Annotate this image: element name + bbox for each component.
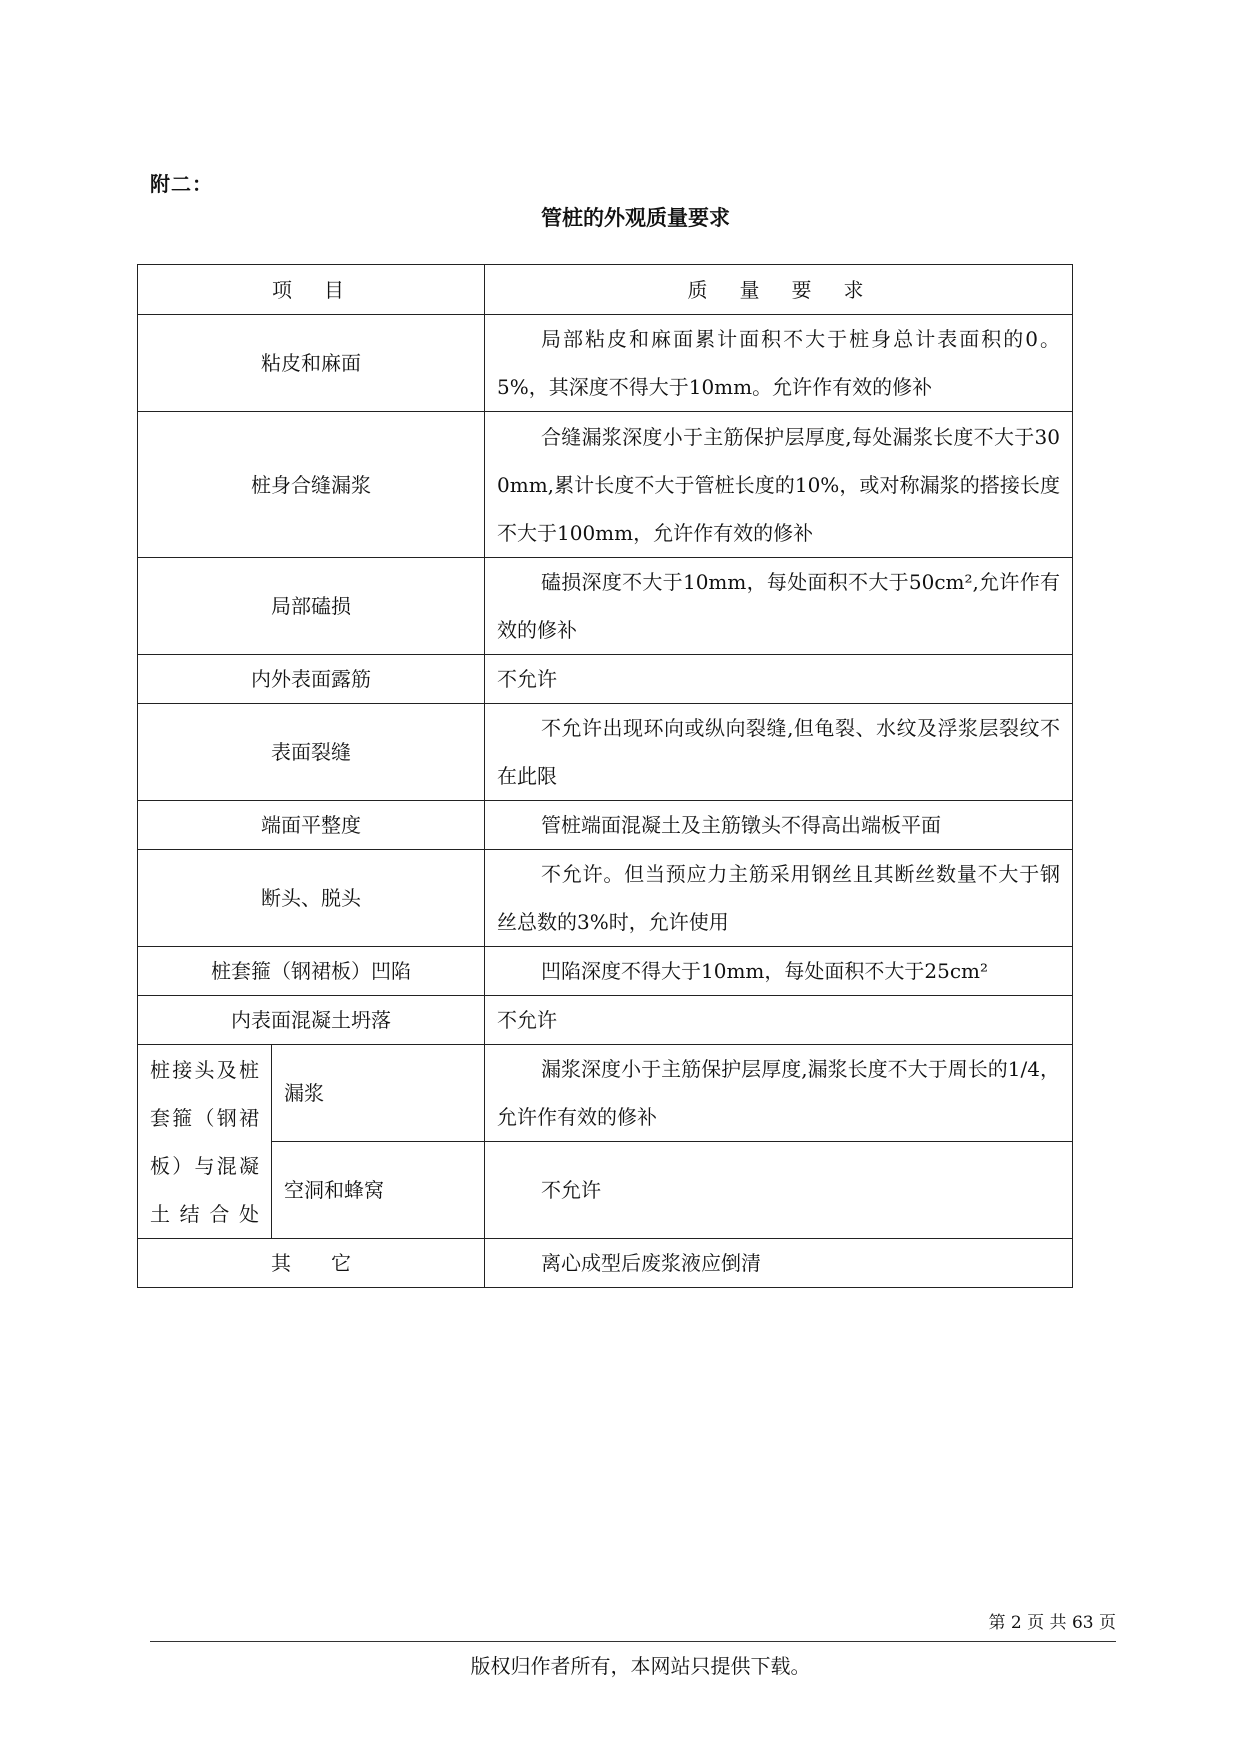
table-row xyxy=(138,1142,1073,1239)
requirement-text: 管桩端面混凝土及主筋镦头不得高出端板平面 xyxy=(541,813,941,837)
row-requirement xyxy=(485,1239,1073,1288)
table-row xyxy=(138,801,1073,850)
table-row xyxy=(138,1045,1073,1142)
row-requirement: 不允许 xyxy=(485,996,1073,1045)
row-item: 桩身合缝漏浆 xyxy=(138,412,485,558)
table-row xyxy=(138,850,1073,947)
header-requirement: 质 量 要 求 xyxy=(485,265,1073,315)
table-row xyxy=(138,412,1073,558)
row-item: 表面裂缝 xyxy=(138,704,485,801)
group-label: 桩接头及桩套箍（钢裙板）与混凝土结合处 xyxy=(138,1045,272,1239)
table-row xyxy=(138,996,1073,1045)
row-item: 桩套箍（钢裙板）凹陷 xyxy=(138,947,485,996)
row-item: 粘皮和麻面 xyxy=(138,315,485,412)
table-row xyxy=(138,315,1073,412)
copyright-notice: 版权归作者所有，本网站只提供下载。 xyxy=(470,1654,811,1678)
requirement-text: 漏浆深度小于主筋保护层厚度,漏浆长度不大于周长的1/4，允许作有效的修补 xyxy=(497,1057,1060,1129)
page-number: 第 2 页 共 63 页 xyxy=(988,1613,1116,1633)
requirement-text: 不允许 xyxy=(541,1178,601,1202)
requirement-text: 合缝漏浆深度小于主筋保护层厚度,每处漏浆长度不大于300mm,累计长度不大于管桩长度的10%，或对称漏浆的搭接长度不大于100mm，允许作有效的修补 xyxy=(497,424,1060,545)
sub-row-item: 漏浆 xyxy=(272,1045,485,1142)
requirement-text: 局部粘皮和麻面累计面积不大于桩身总计表面积的0。5%，其深度不得大于10mm。允许作有效的修补 xyxy=(497,327,1060,399)
table-row xyxy=(138,704,1073,801)
row-requirement xyxy=(485,704,1073,801)
row-item: 内表面混凝土坍落 xyxy=(138,996,485,1045)
row-requirement xyxy=(485,801,1073,850)
row-requirement xyxy=(485,412,1073,558)
row-requirement xyxy=(485,1045,1073,1142)
quality-requirements-table xyxy=(137,264,1073,1288)
row-requirement xyxy=(485,947,1073,996)
requirement-text: 不允许。但当预应力主筋采用钢丝且其断丝数量不大于钢丝总数的3%时，允许使用 xyxy=(497,862,1060,934)
requirement-text: 不允许出现环向或纵向裂缝,但龟裂、水纹及浮浆层裂纹不在此限 xyxy=(497,716,1060,788)
table-header-row xyxy=(138,265,1073,315)
appendix-label: 附二： xyxy=(150,172,213,196)
header-item: 项 目 xyxy=(138,265,485,315)
row-requirement xyxy=(485,850,1073,947)
row-item: 断头、脱头 xyxy=(138,850,485,947)
requirement-text: 离心成型后废浆液应倒清 xyxy=(541,1251,761,1275)
row-requirement xyxy=(485,315,1073,412)
row-requirement xyxy=(485,1142,1073,1239)
row-item: 端面平整度 xyxy=(138,801,485,850)
requirement-text: 磕损深度不大于10mm，每处面积不大于50cm²,允许作有效的修补 xyxy=(497,570,1060,642)
table-row xyxy=(138,655,1073,704)
row-requirement xyxy=(485,558,1073,655)
row-item: 内外表面露筋 xyxy=(138,655,485,704)
sub-row-item: 空洞和蜂窝 xyxy=(272,1142,485,1239)
table-row xyxy=(138,558,1073,655)
table-row xyxy=(138,947,1073,996)
requirement-text: 凹陷深度不得大于10mm，每处面积不大于25cm² xyxy=(541,959,989,983)
row-item: 局部磕损 xyxy=(138,558,485,655)
row-item: 其 它 xyxy=(138,1239,485,1288)
page-title: 管桩的外观质量要求 xyxy=(541,205,730,230)
row-requirement: 不允许 xyxy=(485,655,1073,704)
footer-divider xyxy=(150,1641,1116,1642)
table-row xyxy=(138,1239,1073,1288)
